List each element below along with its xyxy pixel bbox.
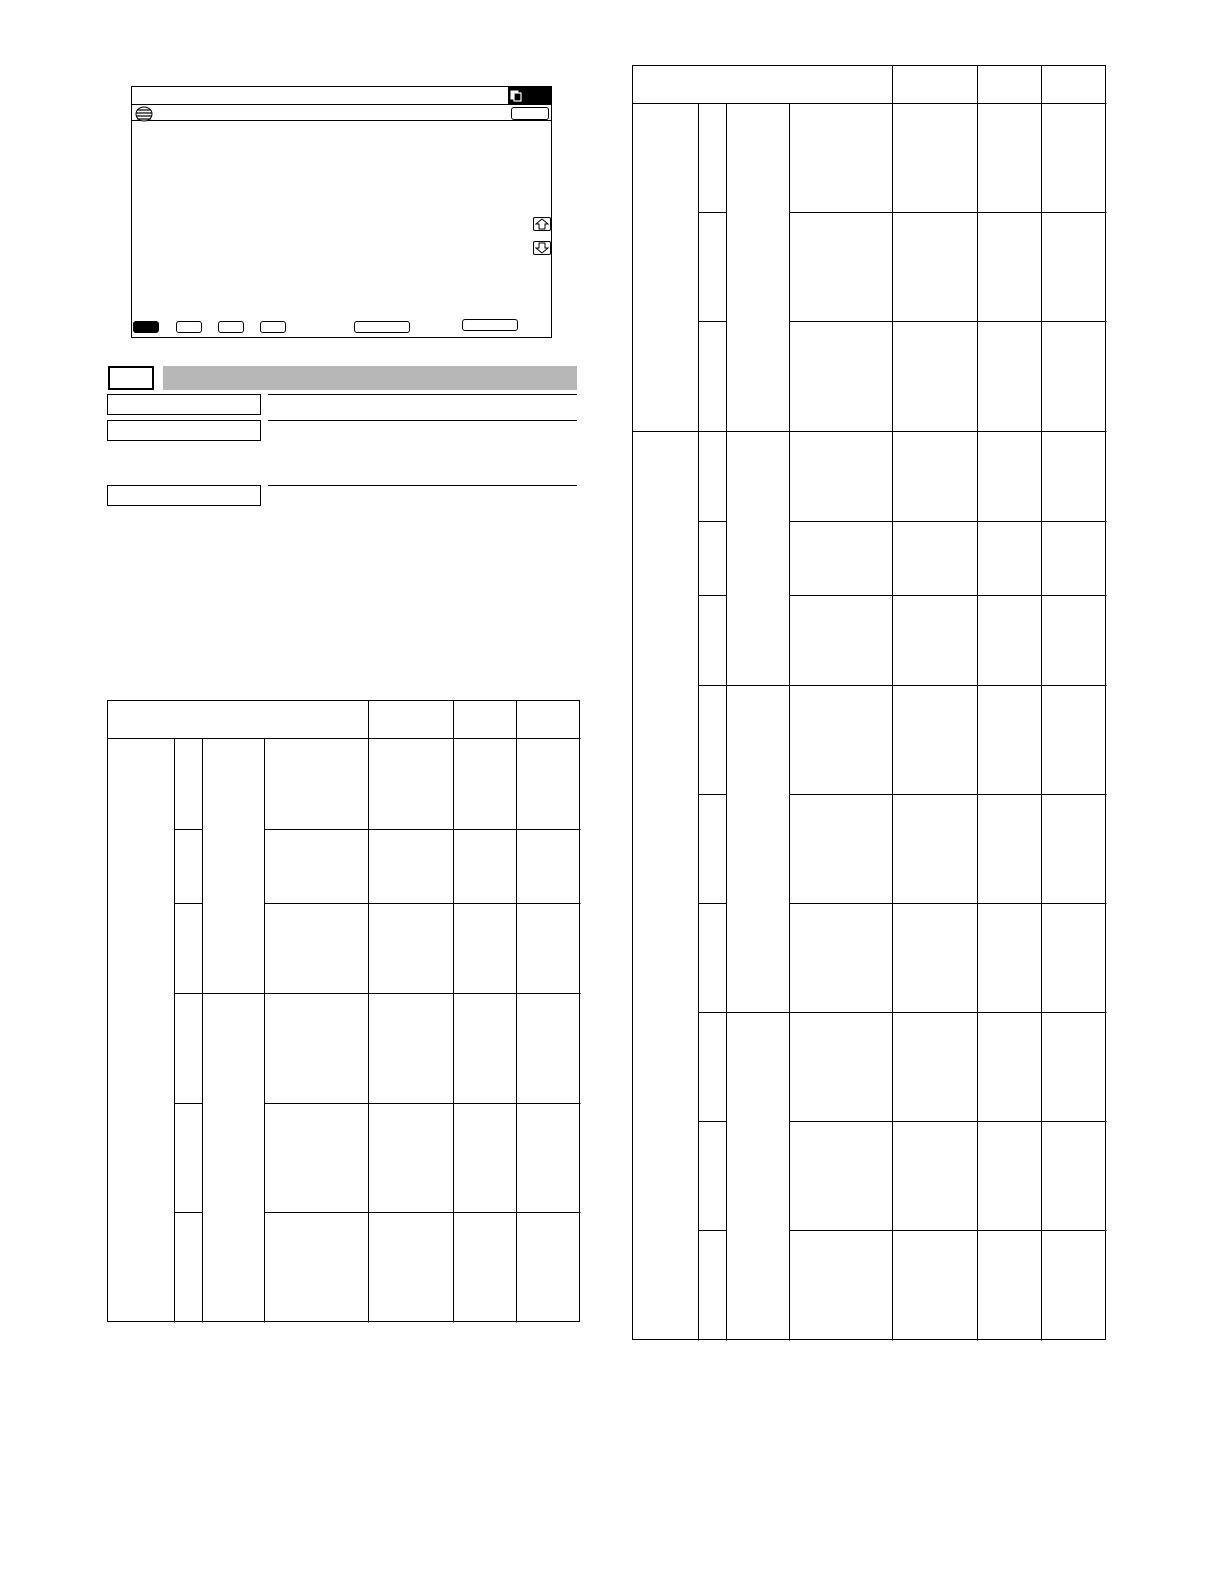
mode-tab-2[interactable] bbox=[176, 321, 202, 333]
mode-tab-1[interactable] bbox=[133, 321, 159, 333]
copy-icon bbox=[510, 90, 522, 102]
screen-action-button-1[interactable] bbox=[354, 321, 410, 333]
settings-table-left bbox=[107, 700, 580, 1322]
arrow-down-icon bbox=[534, 242, 550, 254]
item-label-box-1 bbox=[107, 394, 261, 415]
item-description-2 bbox=[268, 420, 577, 421]
section-title-bar bbox=[163, 366, 577, 390]
operation-panel-screen bbox=[131, 86, 552, 338]
item-description-3 bbox=[268, 485, 577, 486]
screen-title-bar bbox=[132, 87, 551, 105]
menu-icon[interactable] bbox=[135, 106, 153, 122]
mode-tab-3[interactable] bbox=[218, 321, 244, 333]
section-code-box bbox=[108, 366, 154, 390]
settings-table-right bbox=[632, 65, 1106, 1340]
screen-corner-indicator bbox=[508, 87, 551, 105]
item-label-box-2 bbox=[107, 420, 261, 441]
mode-tab-4[interactable] bbox=[260, 321, 286, 333]
screen-header-row bbox=[132, 106, 551, 121]
table-border bbox=[108, 701, 580, 1322]
close-button[interactable] bbox=[511, 107, 549, 120]
scroll-down-button[interactable] bbox=[533, 241, 551, 255]
table-border bbox=[633, 66, 1106, 1340]
scroll-up-button[interactable] bbox=[533, 217, 551, 231]
item-description-1 bbox=[268, 394, 577, 395]
screen-action-button-2[interactable] bbox=[462, 319, 518, 331]
item-label-box-3 bbox=[107, 485, 261, 506]
arrow-up-icon bbox=[534, 218, 550, 230]
